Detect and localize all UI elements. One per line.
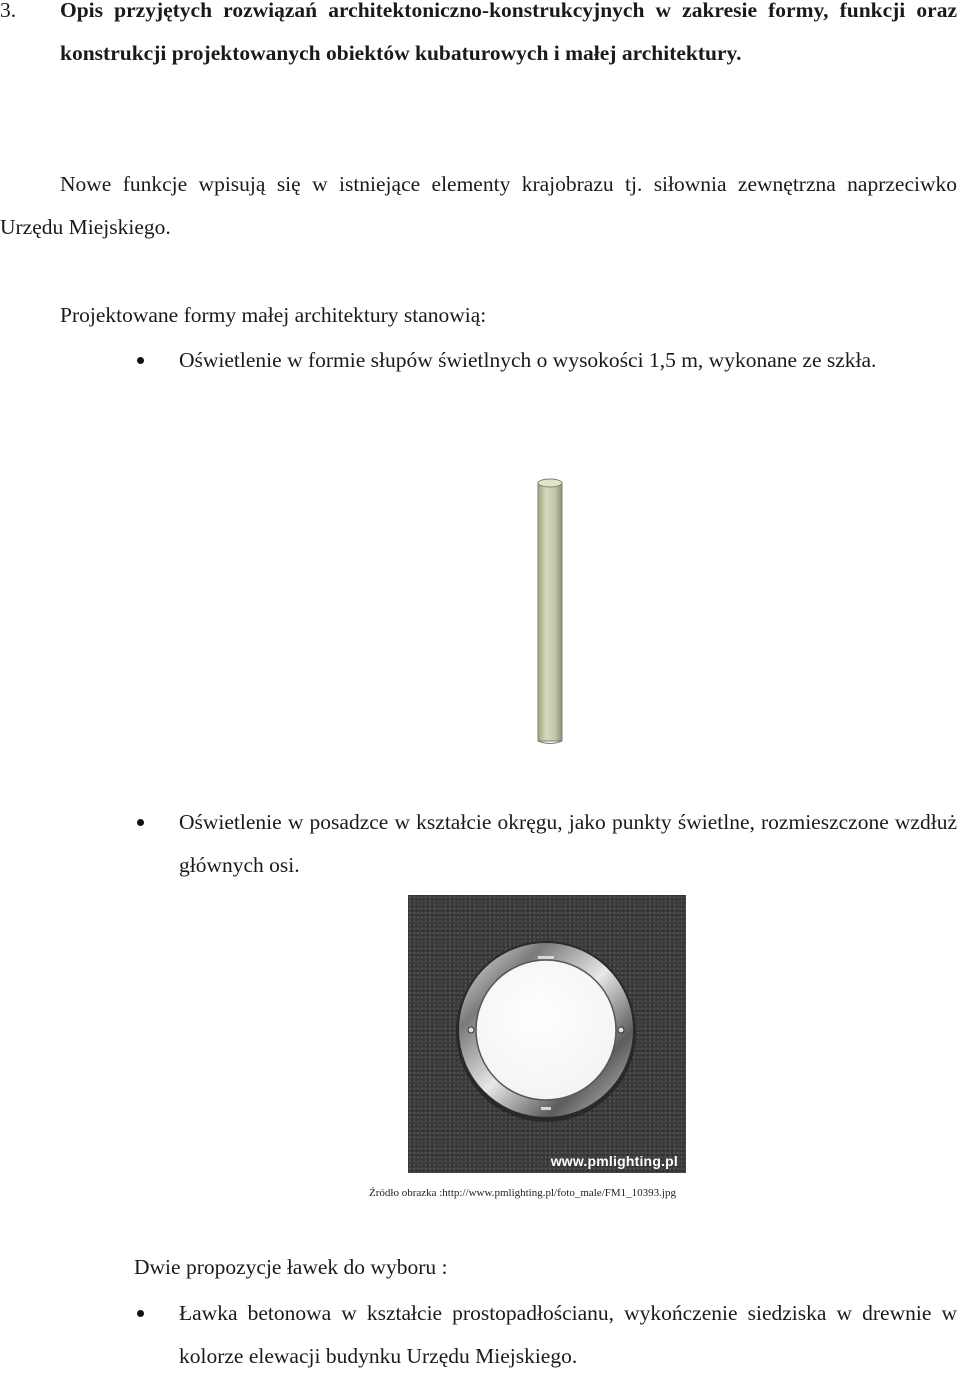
intro-paragraph: Nowe funkcje wpisują się w istniejące elementy krajobrazu tj. siłownia zewnętrzna naprzeciwko Urzędu Miejskiego. [0,172,957,239]
section-heading: Opis przyjętych rozwiązań architektoniczno-konstrukcyjnych w zakresie formy, funkcji oraz konstrukcji projektowanych obiektów kubaturowych i małej architektury. [60,0,957,65]
benches-intro-paragraph: Dwie propozycje ławek do wyboru : [134,1255,448,1279]
round-floor-light-icon [408,895,686,1173]
section-header [0,0,960,119]
bullet-marker-floor-lights [137,819,144,826]
photo-watermark: www.pmlighting.pl [550,1153,678,1169]
floor-light-photo [408,895,686,1173]
glass-light-post-icon [537,478,563,746]
forms-intro-paragraph: Projektowane formy małej architektury stanowią: [60,303,487,327]
bullet-marker-lighting-posts [137,357,144,364]
bullet-lighting-posts: Oświetlenie w formie słupów świetlnych o wysokości 1,5 m, wykonane ze szkła. [179,348,877,372]
section-number: 3. [0,0,17,22]
photo-caption: Źródło obrazka :http://www.pmlighting.pl/foto_male/FM1_10393.jpg [369,1187,676,1199]
bullet-bench-concrete: Ławka betonowa w kształcie prostopadłościanu, wykończenie siedziska w drewnie w kolorze elewacji budynku Urzędu Miejskiego. [179,1301,957,1368]
bullet-marker-bench-concrete [137,1310,144,1317]
bullet-floor-lights: Oświetlenie w posadzce w kształcie okręgu, jako punkty świetlne, rozmieszczone wzdłuż głównych osi. [179,810,957,877]
